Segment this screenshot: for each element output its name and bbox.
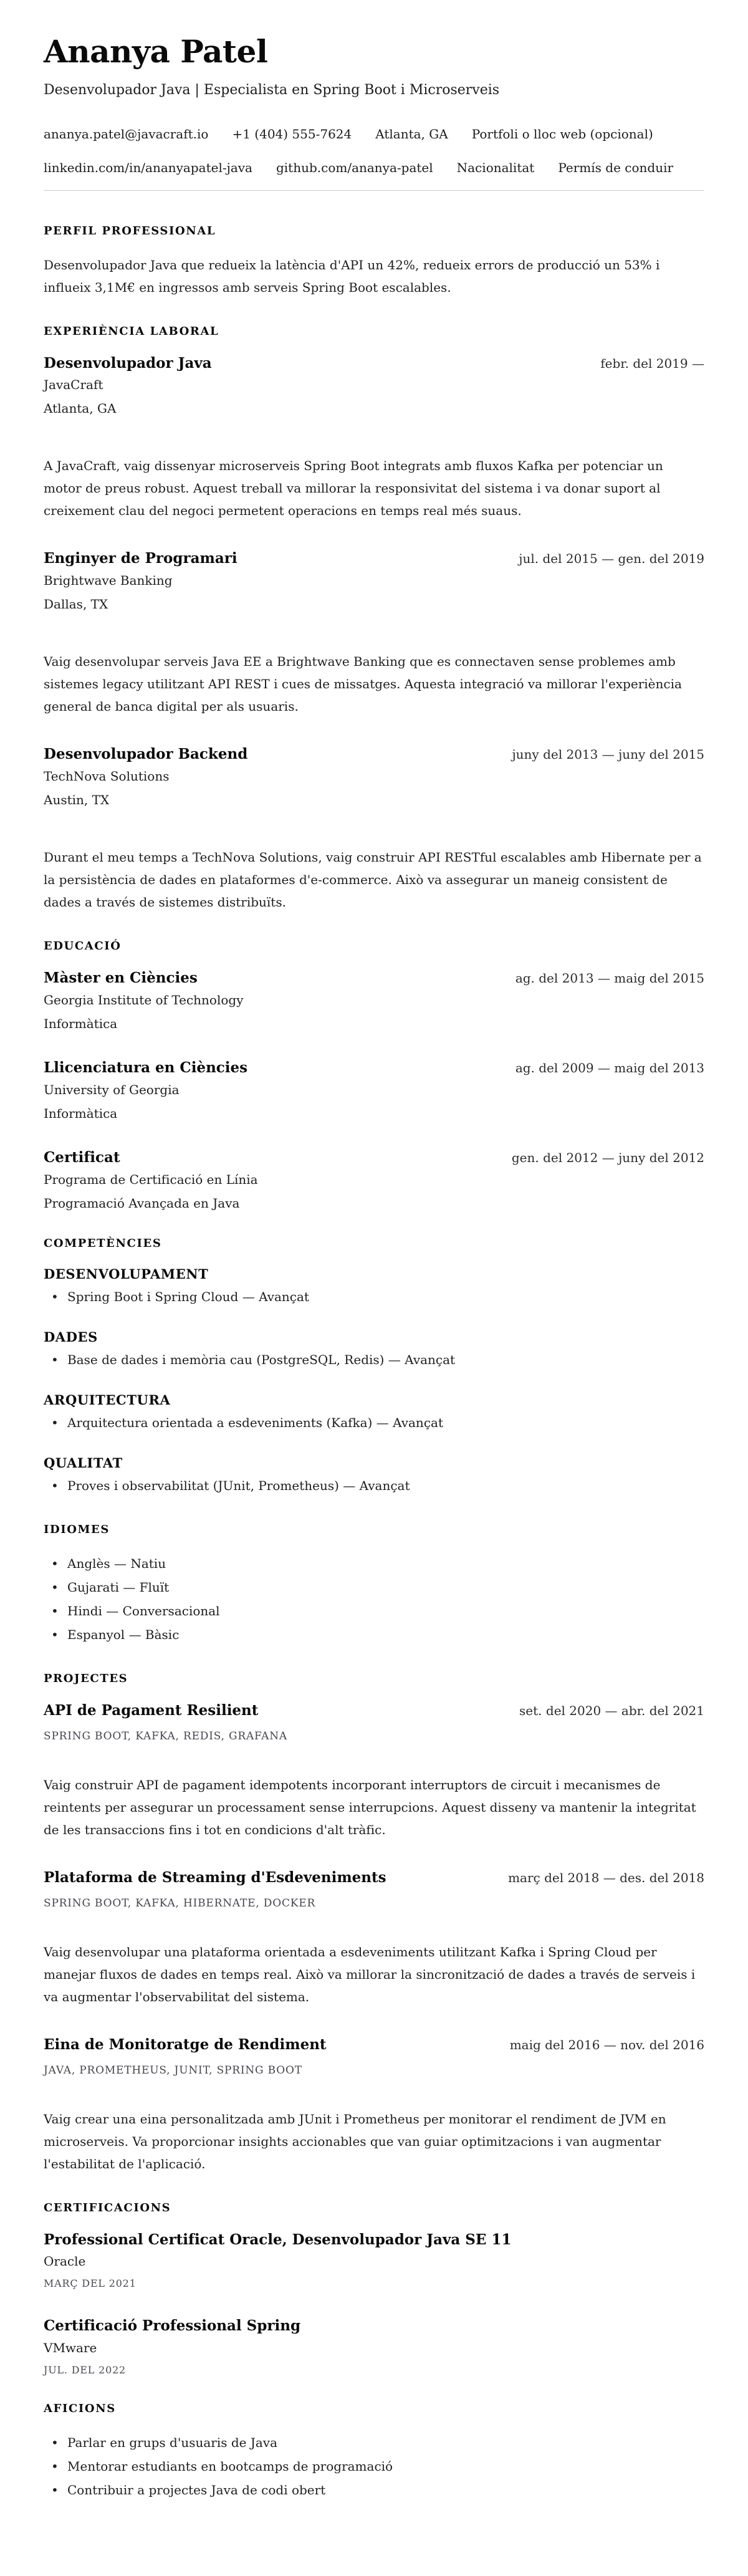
certification-title: Professional Certificat Oracle, Desenvolupador Java SE 11 [44, 2231, 512, 2248]
skill-item: • Proves i observabilitat (JUnit, Prometheus) — Avançat [44, 1474, 704, 1497]
contact-portfolio: Portfoli o lloc web (opcional) [471, 126, 653, 142]
job-entry [44, 354, 704, 522]
project-entry [44, 1701, 704, 1841]
language-item: • Espanyol — Bàsic [44, 1623, 704, 1646]
language-item: • Hindi — Conversacional [44, 1600, 704, 1622]
field-of-study: Programació Avançada en Java [44, 1195, 240, 1211]
section-hobbies [44, 2402, 704, 2501]
certification-entry [44, 2317, 704, 2376]
job-entry [44, 549, 704, 718]
skill-group-label: ARQUITECTURA [44, 1391, 171, 1408]
school-name: Georgia Institute of Technology [44, 992, 244, 1008]
job-description: Vaig desenvolupar serveis Java EE a Brightwave Banking que es connectaven sense problemes amb sistemes legacy utilitzant API REST i cues de missatges. Aquesta integració va millorar l'experiència general de banca digital per als usuaris. [44, 654, 682, 714]
contact-location: Atlanta, GA [375, 126, 448, 142]
job-title: Desenvolupador Java [44, 354, 212, 372]
skill-list [44, 1286, 704, 1308]
education-entry [44, 1059, 704, 1121]
job-company: JavaCraft [44, 377, 103, 393]
field-of-study: Informàtica [44, 1105, 118, 1121]
contact-nationality: Nacionalitat [456, 160, 535, 175]
contact-linkedin: linkedin.com/in/ananyapatel-java [44, 160, 252, 175]
skill-group-label: QUALITAT [44, 1454, 123, 1471]
section-heading-education: EDUCACIÓ [44, 940, 122, 953]
school-name: Programa de Certificació en Línia [44, 1171, 258, 1187]
language-list [44, 1552, 704, 1646]
section-heading-projects: PROJECTES [44, 1671, 128, 1685]
project-dates: maig del 2016 — nov. del 2016 [509, 2037, 704, 2052]
skill-list [44, 1411, 704, 1434]
skill-list [44, 1474, 704, 1497]
language-item: • Anglès — Natiu [44, 1552, 704, 1575]
certification-entry [44, 2231, 704, 2290]
skill-item: • Spring Boot i Spring Cloud — Avançat [44, 1286, 704, 1308]
project-tags: SPRING BOOT, KAFKA, HIBERNATE, DOCKER [44, 1896, 316, 1910]
education-dates: ag. del 2009 — maig del 2013 [515, 1060, 704, 1076]
project-title: Plataforma de Streaming d'Esdeveniments [44, 1868, 386, 1886]
certification-issuer: Oracle [44, 2254, 86, 2269]
education-entry-head [44, 1148, 704, 1167]
education-entry [44, 969, 704, 1031]
contact-github: github.com/ananya-patel [276, 160, 433, 175]
project-tags: JAVA, PROMETHEUS, JUNIT, SPRING BOOT [44, 2064, 302, 2077]
section-heading-hobbies: AFICIONS [44, 2402, 116, 2416]
job-dates: febr. del 2019 — [600, 355, 704, 371]
section-profile [44, 224, 704, 299]
section-certifications [44, 2201, 704, 2377]
contact-phone: +1 (404) 555-7624 [232, 126, 352, 142]
job-location: Atlanta, GA [44, 401, 117, 416]
job-dates: jul. del 2015 — gen. del 2019 [519, 551, 704, 567]
profile-summary: Desenvolupador Java que redueix la latència d'API un 42%, redueix errors de producció un 53% i influeix 3,1M€ en ingressos amb serveis Spring Boot escalables. [44, 257, 660, 295]
section-heading-experience: EXPERIÈNCIA LABORAL [44, 324, 219, 338]
job-entry [44, 745, 704, 913]
job-company: Brightwave Banking [44, 573, 173, 589]
candidate-name: Ananya Patel [44, 33, 268, 70]
skill-group [44, 1455, 704, 1497]
job-entry-head [44, 549, 704, 568]
project-title: API de Pagament Resilient [44, 1701, 259, 1719]
resume-header [44, 34, 704, 175]
job-description: A JavaCraft, vaig dissenyar microserveis Spring Boot integrats amb fluxos Kafka per potenciar un motor de preus robust. Aquest treball va millorar la responsivitat del sistema i va donar suport al creixement clau del negoci permetent operacions en temps real més suaus. [44, 458, 663, 519]
school-name: University of Georgia [44, 1082, 180, 1097]
job-description: Durant el meu temps a TechNova Solutions, vaig construir API RESTful escalables amb Hibernate per a la persistència de dades en plataformes d'e-commerce. Això va assegurar un maneig consistent de dades a través de sistemes distribuïts. [44, 850, 702, 910]
section-projects [44, 1672, 704, 2175]
degree-title: Certificat [44, 1148, 120, 1166]
section-heading-skills: COMPETÈNCIES [44, 1236, 162, 1250]
project-description: Vaig construir API de pagament idempotents incorporant interruptors de circuit i mecanismes de reintents per assegurar un processament sense interrupcions. Aquest disseny va mantenir la integritat de les transaccions fins i tot en condicions d'alt tràfic. [44, 1777, 696, 1837]
degree-title: Llicenciatura en Ciències [44, 1059, 248, 1077]
project-tags: SPRING BOOT, KAFKA, REDIS, GRAFANA [44, 1729, 287, 1742]
project-description: Vaig desenvolupar una plataforma orientada a esdeveniments utilitzant Kafka i Spring Cloud per manejar fluxos de dades en temps real. Això va millorar la sincronització de dades a través de serveis i va augmentar l'observabilitat del sistema. [44, 1944, 696, 2004]
hobby-item: • Parlar en grups d'usuaris de Java [44, 2431, 704, 2454]
education-entry [44, 1148, 704, 1211]
project-dates: set. del 2020 — abr. del 2021 [519, 1703, 704, 1718]
job-company: TechNova Solutions [44, 769, 170, 784]
section-experience [44, 325, 704, 914]
contact-email: ananya.patel@javacraft.io [44, 126, 209, 142]
job-location: Austin, TX [44, 792, 110, 808]
job-entry-head [44, 354, 704, 373]
section-heading-languages: IDIOMES [44, 1522, 110, 1536]
certification-issuer: VMware [44, 2340, 97, 2356]
skill-group [44, 1329, 704, 1371]
contact-row-2 [44, 160, 704, 175]
education-dates: gen. del 2012 — juny del 2012 [511, 1150, 704, 1165]
project-entry-head [44, 1868, 704, 1887]
project-entry-head [44, 1701, 704, 1720]
section-languages [44, 1523, 704, 1646]
job-title: Desenvolupador Backend [44, 746, 248, 763]
skill-list [44, 1348, 704, 1371]
project-description: Vaig crear una eina personalitzada amb JUnit i Prometheus per monitorar el rendiment de JVM en microserveis. Va proporcionar insights accionables que van guiar optimitzacions i van augmentar l'estabilitat de l'aplicació. [44, 2111, 666, 2171]
candidate-headline: Desenvolupador Java | Especialista en Spring Boot i Microserveis [44, 82, 500, 98]
section-skills [44, 1237, 704, 1497]
certification-date: MARÇ DEL 2021 [44, 2277, 137, 2290]
project-entry [44, 1868, 704, 2008]
project-title: Eina de Monitoratge de Rendiment [44, 2035, 327, 2053]
project-entry-head [44, 2035, 704, 2054]
certification-date: JUL. DEL 2022 [44, 2364, 127, 2377]
certification-title: Certificació Professional Spring [44, 2317, 301, 2335]
skill-group-label: DESENVOLUPAMENT [44, 1266, 209, 1282]
skill-item: • Arquitectura orientada a esdeveniments (Kafka) — Avançat [44, 1411, 704, 1434]
job-entry-head [44, 745, 704, 764]
project-dates: març del 2018 — des. del 2018 [508, 1870, 704, 1885]
hobby-list [44, 2431, 704, 2501]
job-location: Dallas, TX [44, 597, 108, 612]
hobby-item: • Contribuir a projectes Java de codi obert [44, 2479, 704, 2501]
job-title: Enginyer de Programari [44, 550, 237, 567]
hobby-item: • Mentorar estudiants en bootcamps de programació [44, 2455, 704, 2477]
contact-driving-license: Permís de conduir [558, 160, 674, 175]
header-divider [44, 190, 704, 191]
education-dates: ag. del 2013 — maig del 2015 [515, 971, 704, 986]
contact-row-1 [44, 127, 704, 142]
skill-group [44, 1392, 704, 1434]
job-dates: juny del 2013 — juny del 2015 [512, 747, 704, 762]
education-entry-head [44, 969, 704, 988]
degree-title: Màster en Ciències [44, 969, 198, 987]
skill-group [44, 1266, 704, 1308]
section-heading-profile: PERFIL PROFESSIONAL [44, 224, 216, 238]
project-entry [44, 2035, 704, 2175]
education-entry-head [44, 1059, 704, 1077]
section-education [44, 940, 704, 1211]
skill-group-label: DADES [44, 1329, 98, 1345]
field-of-study: Informàtica [44, 1016, 118, 1032]
section-heading-certifications: CERTIFICACIONS [44, 2201, 171, 2214]
skill-item: • Base de dades i memòria cau (PostgreSQL, Redis) — Avançat [44, 1348, 704, 1371]
language-item: • Gujarati — Fluït [44, 1576, 704, 1598]
